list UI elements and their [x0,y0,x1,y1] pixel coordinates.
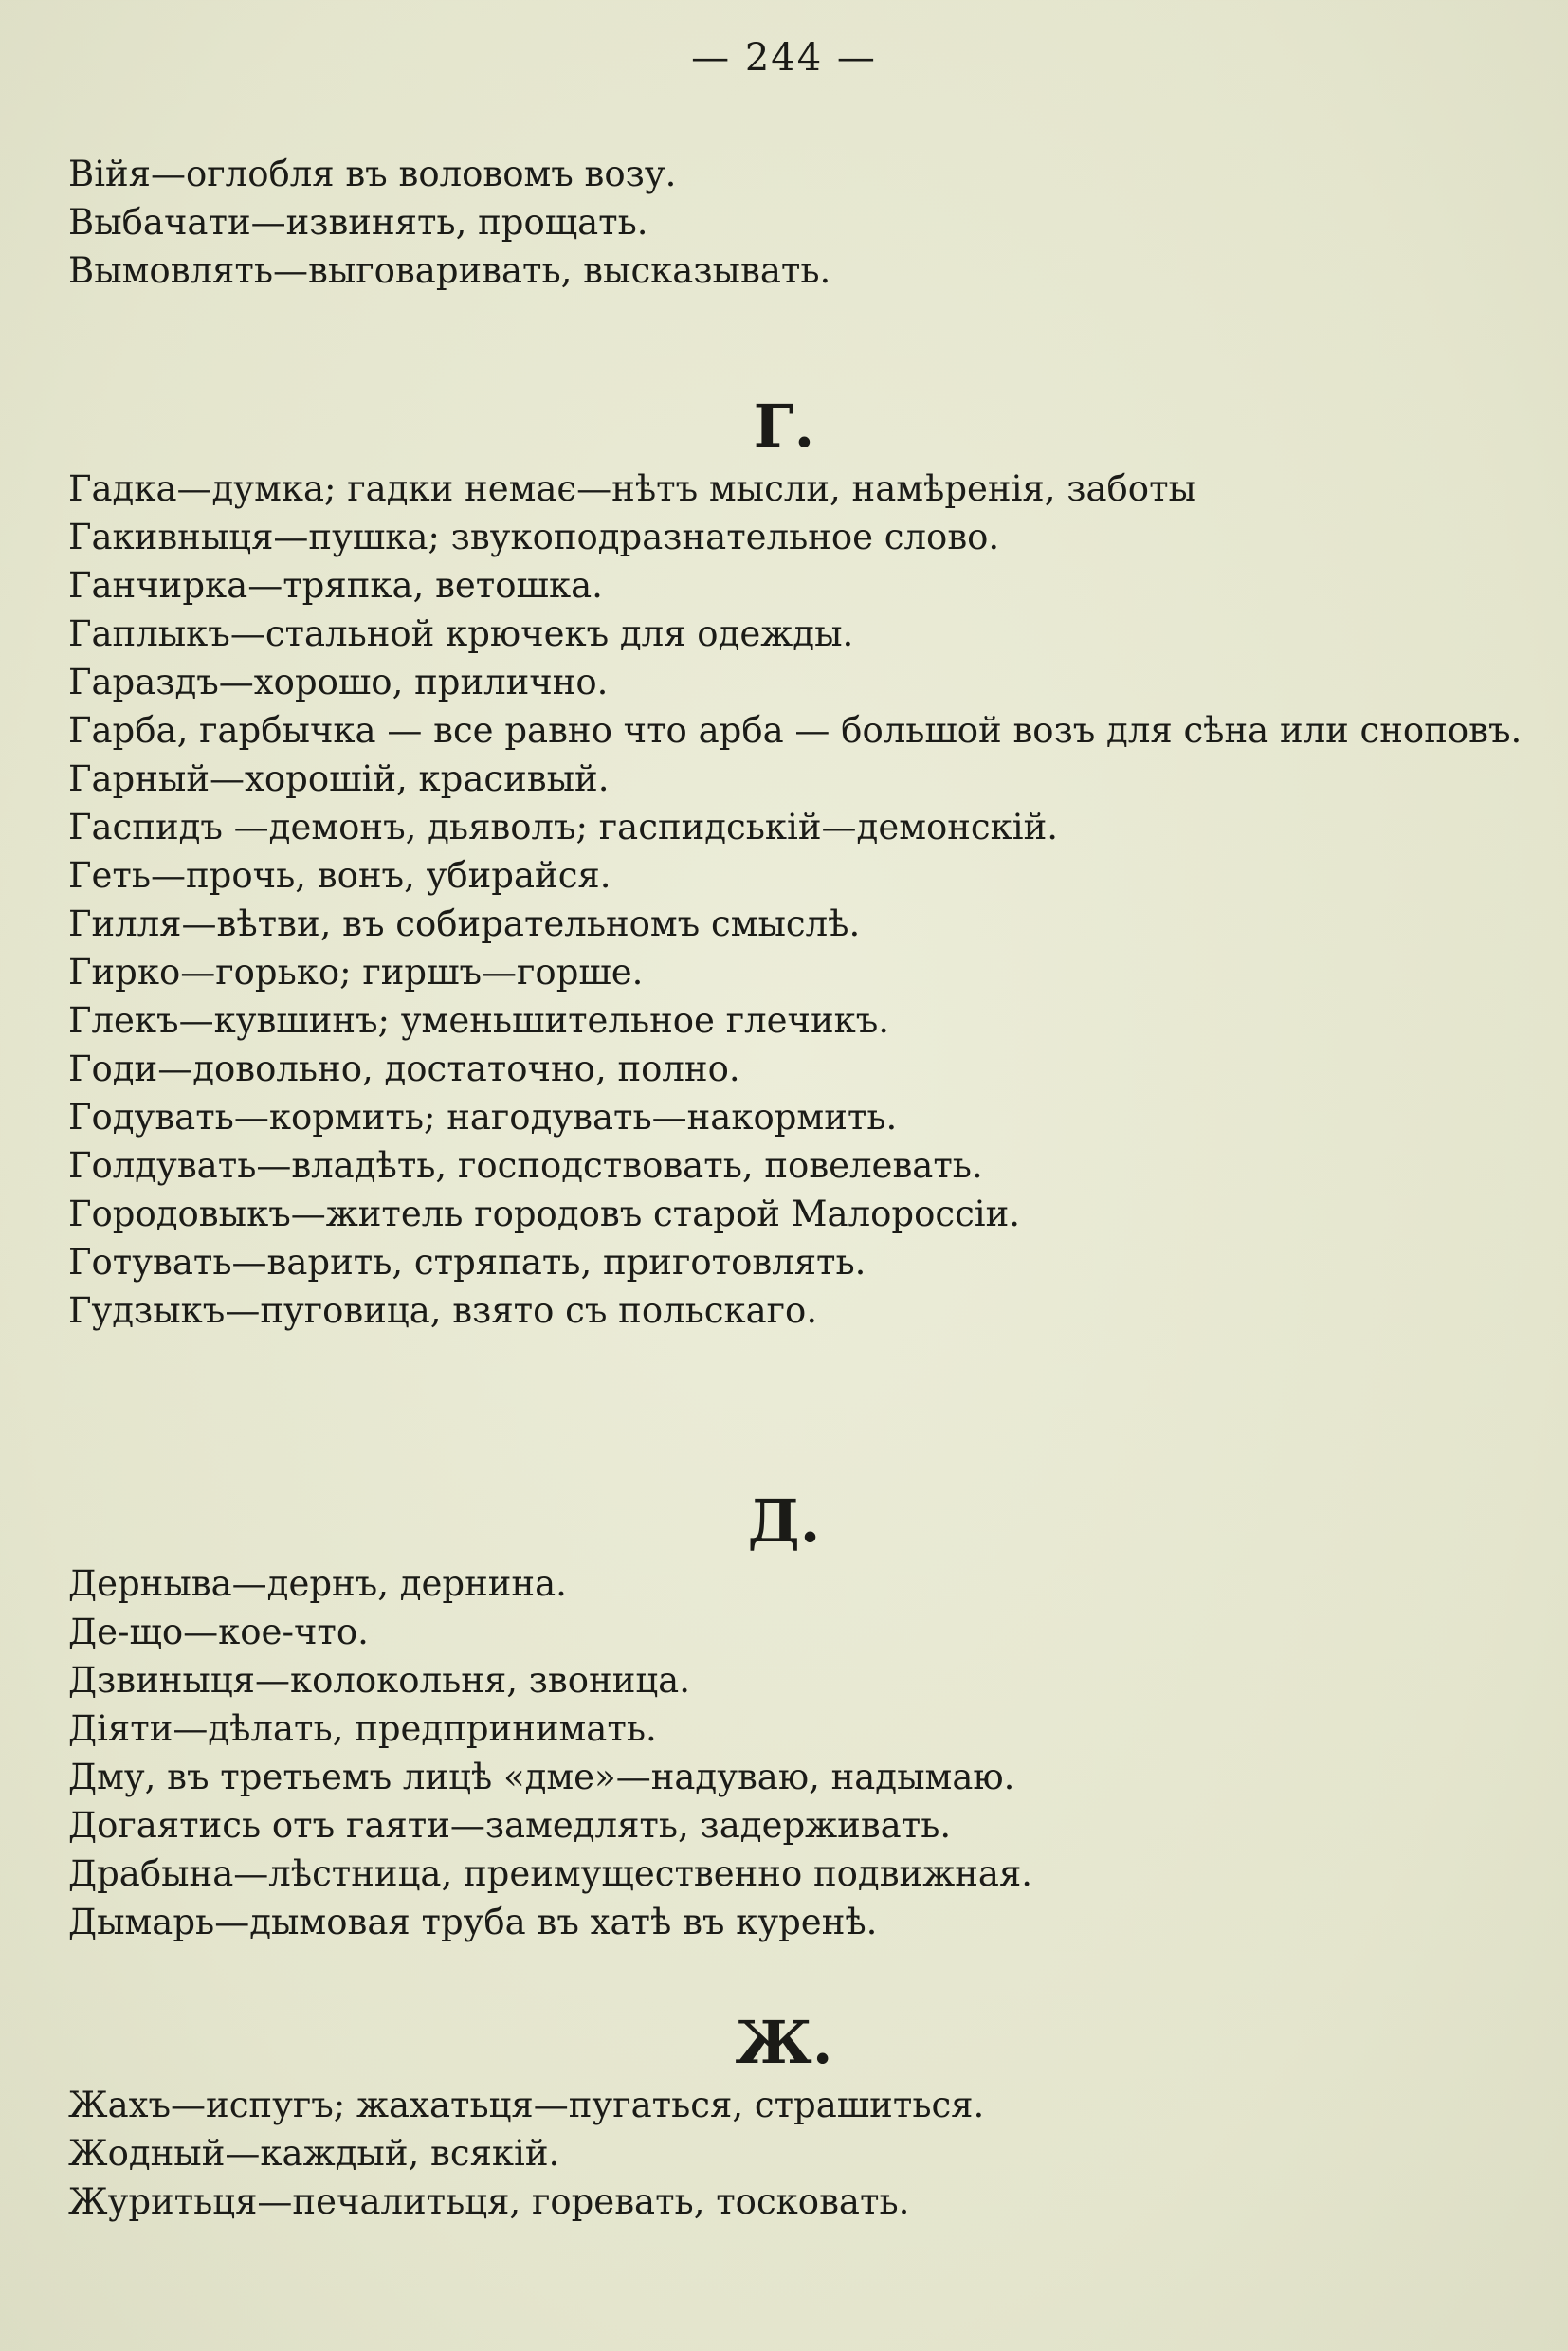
dictionary-entry: Гадка—думка; гадки немає—нѣтъ мысли, намѣренія, заботы [68,468,1196,509]
dictionary-entry: Журитьця—печалитьця, горевать, тосковать. [68,2181,910,2222]
dictionary-entry: Жахъ—испугъ; жахатьця—пугаться, страшиться. [68,2085,985,2125]
dictionary-entry: Геть—прочь, вонъ, убирайся. [68,855,611,896]
page-number: — 244 — [691,36,877,80]
dictionary-entry: Гакивныця—пушка; звукоподразнательное слово. [68,517,1000,557]
section-g [68,389,1547,1335]
dictionary-entry: Війя—оглобля въ воловомъ возу. [68,154,677,194]
dictionary-entry: Де-що—кое-что. [68,1612,369,1652]
dictionary-entry: Гирко—горько; гиршъ—горше. [68,952,644,993]
dictionary-entry: Готувать—варить, стряпать, приготовлять. [68,1242,866,1283]
dictionary-entry: Годи—довольно, достаточно, полно. [68,1048,740,1089]
dictionary-entry: Дерныва—дернъ, дернина. [68,1563,567,1604]
dictionary-entry: Городовыкъ—житель городовъ старой Малороссіи. [68,1194,1021,1234]
dictionary-entry: Догаятись отъ гаяти—замедлять, задерживать. [68,1805,952,1846]
dictionary-entry: Гараздъ—хорошо, прилично. [68,662,609,702]
dictionary-entry: Гарба, гарбычка — все равно что арба — большой возъ для сѣна или сноповъ. [68,710,1522,751]
dictionary-entry: Выбачати—извинять, прощать. [68,202,648,243]
dictionary-entry: Глекъ—кувшинъ; уменьшительное глечикъ. [68,1000,890,1041]
dictionary-entry: Гудзыкъ—пуговица, взято съ польскаго. [68,1290,818,1331]
dictionary-entry: Драбына—лѣстница, преимущественно подвижная. [68,1853,1033,1894]
dictionary-entry: Дму, въ третьемъ лицѣ «дме»—надуваю, надымаю. [68,1757,1015,1797]
entry-list [68,465,1547,1335]
entry-list [68,1559,1547,1946]
section-heading: Ж. [735,2008,833,2077]
dictionary-entry: Дзвиныця—колокольня, звоница. [68,1660,690,1701]
dictionary-entry: Гарный—хорошій, красивый. [68,758,610,799]
dictionary-entry: Голдувать—владѣть, господствовать, повелевать. [68,1145,983,1186]
dictionary-entry: Дымарь—дымовая труба въ хатѣ въ куренѣ. [68,1902,878,1942]
dictionary-entry: Вымовлять—выговаривать, высказывать. [68,250,831,291]
section-d [68,1484,1547,1946]
entry-list [68,150,1547,295]
dictionary-entry: Гаспидъ —демонъ, дьяволъ; гаспидській—демонскій. [68,807,1059,847]
dictionary-entry: Жодный—каждый, всякій. [68,2133,560,2174]
dictionary-entry: Гаплыкъ—стальной крючекъ для одежды. [68,613,854,654]
dictionary-entry: Годувать—кормить; нагодувать—накормить. [68,1097,898,1138]
dictionary-entry: Гилля—вѣтви, въ собирательномъ смыслѣ. [68,903,861,944]
dictionary-entry: Діяти—дѣлать, предпринимать. [68,1708,657,1749]
entry-list [68,2081,1547,2226]
section-zh [68,2005,1547,2226]
section-heading: Д. [747,1486,821,1556]
section-heading: Г. [753,392,815,461]
section-v-continued [68,150,1547,295]
dictionary-entry: Ганчирка—тряпка, ветошка. [68,565,603,606]
